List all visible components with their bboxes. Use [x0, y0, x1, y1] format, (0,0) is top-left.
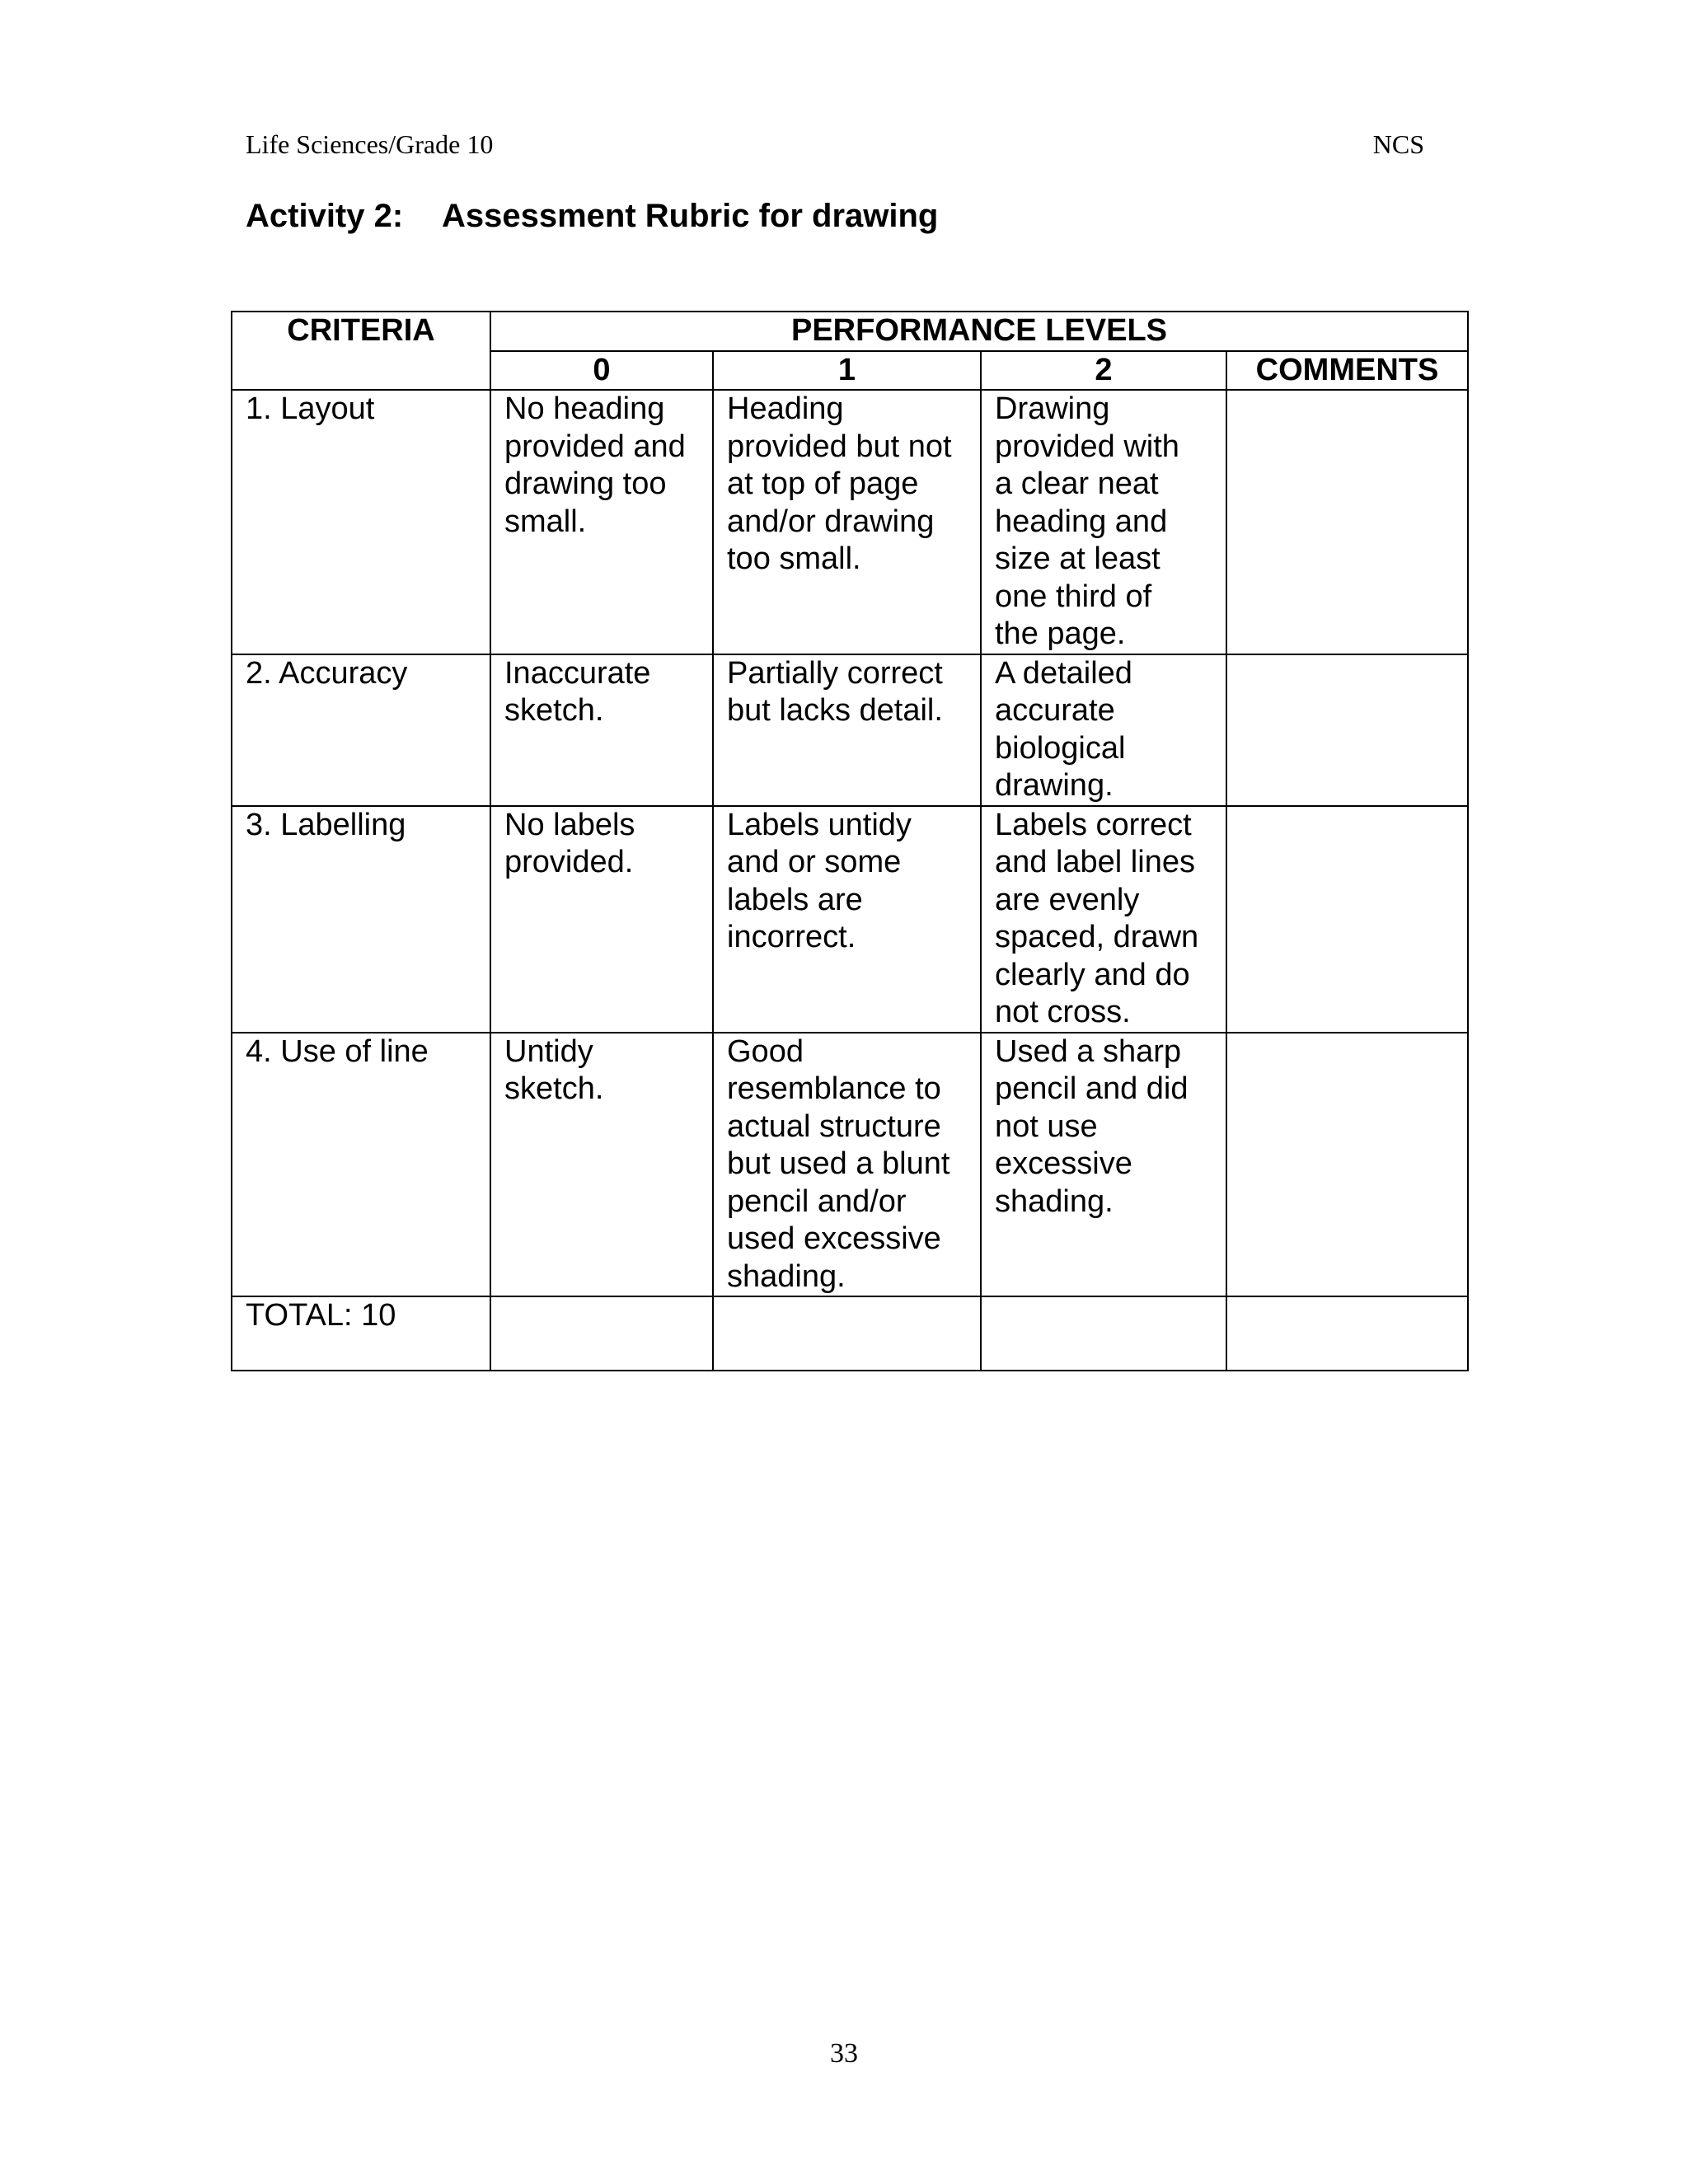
- page-header-curriculum: NCS: [1372, 129, 1424, 159]
- cell-text-line: heading and: [995, 504, 1168, 539]
- level-2-cell: [981, 806, 1226, 1033]
- level-2-cell: [981, 390, 1226, 654]
- total-label: TOTAL: 10: [232, 1296, 490, 1371]
- criteria-cell: 3. Labelling: [232, 806, 490, 1033]
- level-0-header: 0: [490, 351, 713, 391]
- cell-text-line: Drawing: [995, 391, 1110, 426]
- cell-text-line: incorrect.: [727, 920, 856, 954]
- cell-text-line: but used a blunt: [727, 1146, 950, 1181]
- cell-text-line: but lacks detail.: [727, 693, 943, 728]
- comments-cell: [1226, 1033, 1468, 1297]
- cell-text-line: shading.: [995, 1183, 1114, 1219]
- assessment-rubric-table: [231, 311, 1469, 1371]
- cell-text-line: are evenly: [995, 882, 1140, 917]
- cell-text-line: spaced, drawn: [995, 920, 1199, 954]
- comments-cell: [1226, 654, 1468, 806]
- level-1-cell: [713, 390, 981, 654]
- cell-text-line: size at least: [995, 541, 1160, 576]
- total-level-0-cell: [490, 1296, 713, 1371]
- cell-text-line: and/or drawing: [727, 504, 935, 539]
- activity-number: Activity 2:: [246, 198, 404, 234]
- cell-text-line: actual structure: [727, 1108, 941, 1144]
- level-0-cell: [490, 1033, 713, 1297]
- criteria-cell: 4. Use of line: [232, 1033, 490, 1297]
- level-1-header: 1: [713, 351, 981, 391]
- level-1-cell: [713, 654, 981, 806]
- page-number: 33: [830, 2038, 858, 2069]
- total-comments-cell: [1226, 1296, 1468, 1371]
- total-row: [232, 1296, 1468, 1371]
- activity-title: [246, 196, 938, 236]
- cell-text-line: sketch.: [504, 693, 604, 728]
- cell-text-line: No labels: [504, 807, 635, 842]
- criteria-header: CRITERIA: [232, 312, 490, 390]
- comments-cell: [1226, 390, 1468, 654]
- level-2-header: 2: [981, 351, 1226, 391]
- cell-text-line: accurate: [995, 693, 1115, 728]
- cell-text-line: too small.: [727, 541, 861, 576]
- comments-header: COMMENTS: [1226, 351, 1468, 391]
- cell-text-line: the page.: [995, 616, 1126, 651]
- cell-text-line: No heading: [504, 391, 665, 426]
- cell-text-line: used excessive: [727, 1221, 941, 1256]
- cell-text-line: Partially correct: [727, 655, 943, 691]
- cell-text-line: resemblance to: [727, 1071, 941, 1106]
- criteria-cell: 1. Layout: [232, 390, 490, 654]
- page-header-subject: Life Sciences/Grade 10: [246, 129, 494, 159]
- level-1-cell: [713, 806, 981, 1033]
- table-row: [232, 390, 1468, 654]
- cell-text-line: not use: [995, 1108, 1098, 1144]
- cell-text-line: pencil and did: [995, 1071, 1189, 1106]
- cell-text-line: A detailed: [995, 655, 1132, 691]
- cell-text-line: excessive: [995, 1146, 1132, 1181]
- cell-text-line: biological: [995, 730, 1126, 766]
- cell-text-line: provided and: [504, 429, 686, 464]
- cell-text-line: clearly and do: [995, 957, 1190, 992]
- cell-text-line: drawing too: [504, 466, 667, 501]
- cell-text-line: one third of: [995, 579, 1152, 614]
- comments-cell: [1226, 806, 1468, 1033]
- cell-text-line: Labels untidy: [727, 807, 912, 842]
- cell-text-line: labels are: [727, 882, 863, 917]
- cell-text-line: small.: [504, 504, 587, 539]
- cell-text-line: Untidy: [504, 1033, 593, 1069]
- cell-text-line: Labels correct: [995, 807, 1192, 842]
- performance-levels-header: PERFORMANCE LEVELS: [490, 312, 1468, 351]
- cell-text-line: Heading: [727, 391, 844, 426]
- cell-text-line: and label lines: [995, 845, 1195, 879]
- level-2-cell: [981, 1033, 1226, 1297]
- cell-text-line: pencil and/or: [727, 1183, 907, 1219]
- cell-text-line: shading.: [727, 1258, 846, 1294]
- cell-text-line: provided but not: [727, 429, 952, 464]
- level-0-cell: [490, 390, 713, 654]
- cell-text-line: Inaccurate: [504, 655, 651, 691]
- cell-text-line: and or some: [727, 845, 902, 879]
- cell-text-line: sketch.: [504, 1071, 604, 1106]
- cell-text-line: not cross.: [995, 995, 1131, 1029]
- table-row: [232, 654, 1468, 806]
- cell-text-line: provided.: [504, 845, 634, 879]
- table-row: [232, 806, 1468, 1033]
- table-header-row: [232, 312, 1468, 351]
- level-2-cell: [981, 654, 1226, 806]
- table-row: [232, 1033, 1468, 1297]
- cell-text-line: drawing.: [995, 768, 1114, 803]
- cell-text-line: Used a sharp: [995, 1033, 1182, 1069]
- total-level-2-cell: [981, 1296, 1226, 1371]
- cell-text-line: a clear neat: [995, 466, 1159, 501]
- cell-text-line: provided with: [995, 429, 1179, 464]
- activity-heading: Assessment Rubric for drawing: [442, 198, 939, 234]
- criteria-cell: 2. Accuracy: [232, 654, 490, 806]
- cell-text-line: at top of page: [727, 466, 919, 501]
- level-1-cell: [713, 1033, 981, 1297]
- total-level-1-cell: [713, 1296, 981, 1371]
- level-0-cell: [490, 806, 713, 1033]
- level-0-cell: [490, 654, 713, 806]
- cell-text-line: Good: [727, 1033, 804, 1069]
